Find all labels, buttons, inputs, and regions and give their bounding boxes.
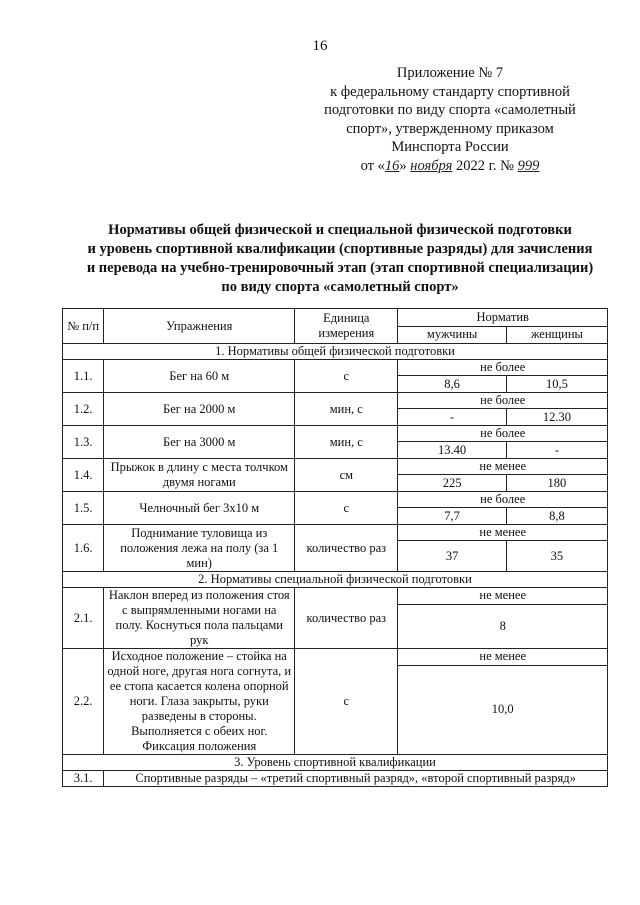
- page-number: 16: [312, 38, 328, 54]
- row-women: -: [506, 442, 607, 459]
- header-women: женщины: [506, 326, 607, 344]
- row-exercise: Прыжок в длину с места толчком двумя ногами: [104, 459, 295, 492]
- row-unit: мин, с: [295, 393, 398, 426]
- row-num: 1.1.: [63, 360, 104, 393]
- row-condition: не более: [398, 492, 608, 508]
- appendix-line: Минспорта России: [391, 139, 509, 155]
- row-num: 1.2.: [63, 393, 104, 426]
- row-women: 8,8: [506, 508, 607, 525]
- document-title: [40, 221, 640, 297]
- section-heading: 1. Нормативы общей физической подготовки: [63, 344, 608, 360]
- row-women: 10,5: [506, 376, 607, 393]
- standards-table: [62, 308, 608, 787]
- row-condition: не более: [398, 360, 608, 376]
- row-condition: не более: [398, 426, 608, 442]
- row-condition: не менее: [398, 649, 608, 666]
- date-prefix: от «: [360, 157, 385, 174]
- row-value: 8: [398, 604, 608, 648]
- appendix-line: к федеральному стандарту спортивной: [330, 83, 570, 100]
- row-num: 3.1.: [63, 771, 104, 787]
- row-num: 1.4.: [63, 459, 104, 492]
- row-exercise: Исходное положение – стойка на одной ноге, другая нога согнута, и ее стопа касается колена опорной ноги. Глаза закрыты, руки разведены в стороны. Выполняется с обеих ног. Фиксация положения: [104, 649, 295, 755]
- section-heading: 3. Уровень спортивной квалификации: [63, 755, 608, 771]
- date-day: 16: [384, 157, 400, 174]
- row-exercise: Бег на 60 м: [104, 360, 295, 393]
- row-unit: с: [295, 492, 398, 525]
- row-unit: мин, с: [295, 426, 398, 459]
- appendix-date: [300, 157, 600, 176]
- row-value: 10,0: [398, 665, 608, 754]
- appendix-line: Приложение № 7: [396, 65, 504, 81]
- date-mid: »: [399, 157, 407, 174]
- row-num: 2.2.: [63, 649, 104, 755]
- row-men: 7,7: [398, 508, 506, 525]
- row-condition: не менее: [398, 525, 608, 541]
- row-men: 37: [398, 541, 506, 572]
- row-num: 2.1.: [63, 588, 104, 649]
- header-unit: Единица измерения: [295, 309, 398, 344]
- row-exercise: Челночный бег 3х10 м: [104, 492, 295, 525]
- row-women: 12.30: [506, 409, 607, 426]
- header-norm: Норматив: [398, 309, 608, 327]
- row-men: 225: [398, 475, 506, 492]
- row-men: 13.40: [398, 442, 506, 459]
- row-exercise: Бег на 3000 м: [104, 426, 295, 459]
- row-num: 1.6.: [63, 525, 104, 572]
- row-men: 8,6: [398, 376, 506, 393]
- title-line: Нормативы общей физической и специальной физической подготовки: [108, 222, 572, 238]
- row-unit: см: [295, 459, 398, 492]
- date-year: 2022 г. №: [455, 157, 515, 174]
- row-women: 180: [506, 475, 607, 492]
- row-exercise: Поднимание туловища из положения лежа на полу (за 1 мин): [104, 525, 295, 572]
- header-exercise: Упражнения: [104, 309, 295, 344]
- date-month: ноября: [410, 157, 453, 174]
- row-exercise: Бег на 2000 м: [104, 393, 295, 426]
- row-unit: с: [295, 649, 398, 755]
- row-women: 35: [506, 541, 607, 572]
- row-qualification: Спортивные разряды – «третий спортивный разряд», «второй спортивный разряд»: [104, 771, 608, 787]
- header-num: № п/п: [63, 309, 104, 344]
- row-num: 1.5.: [63, 492, 104, 525]
- row-unit: с: [295, 360, 398, 393]
- row-condition: не менее: [398, 459, 608, 475]
- appendix-line: подготовки по виду спорта «самолетный: [324, 102, 576, 118]
- row-exercise: Наклон вперед из положения стоя с выпрямленными ногами на полу. Коснуться пола пальцами рук: [104, 588, 295, 649]
- row-condition: не более: [398, 393, 608, 409]
- header-men: мужчины: [398, 326, 506, 344]
- row-unit: количество раз: [295, 525, 398, 572]
- date-number: 999: [517, 157, 540, 174]
- title-line: по виду спорта «самолетный спорт»: [221, 279, 459, 295]
- section-heading: 2. Нормативы специальной физической подготовки: [63, 572, 608, 588]
- row-unit: количество раз: [295, 588, 398, 649]
- appendix-header: [300, 64, 600, 175]
- row-men: -: [398, 409, 506, 426]
- appendix-line: спорт», утвержденному приказом: [346, 120, 554, 137]
- title-line: и уровень спортивной квалификации (спортивные разряды) для зачисления: [87, 241, 593, 257]
- title-line: и перевода на учебно-тренировочный этап (этап спортивной специализации): [86, 260, 594, 276]
- row-condition: не менее: [398, 588, 608, 605]
- row-num: 1.3.: [63, 426, 104, 459]
